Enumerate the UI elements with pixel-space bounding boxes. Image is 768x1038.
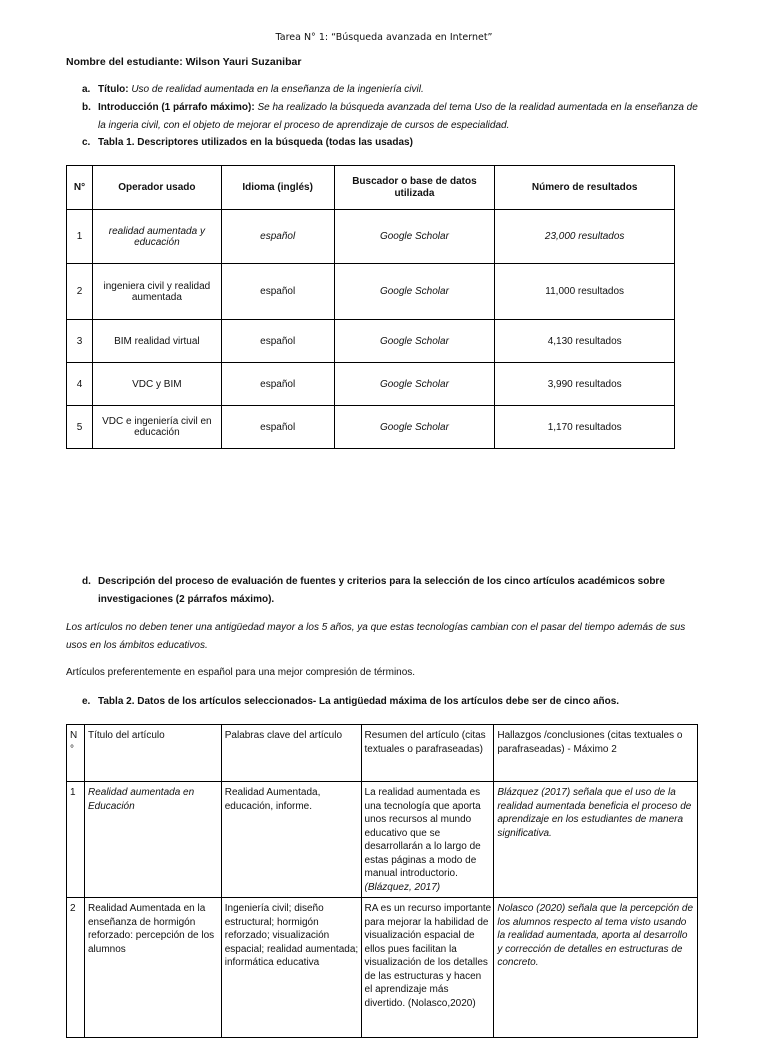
table-row (67, 898, 698, 1038)
table1-header-row (67, 166, 675, 210)
table1-header: Idioma (inglés) (221, 166, 334, 210)
table2-cell: Blázquez (2017) señala que el uso de la realidad aumentada beneficia el proceso de aprendizaje en los estudiantes de manera significativa. (494, 782, 698, 898)
table2-cell: 1 (67, 782, 85, 898)
table2-header: Resumen del artículo (citas textuales o parafraseadas) (361, 725, 494, 782)
table1-header: Buscador o base de datos utilizada (334, 166, 495, 210)
table2-cell: Ingeniería civil; diseño estructural; hormigón reforzado; visualización espacial; realidad aumentada; informática educativa (221, 898, 361, 1038)
item-d-heading-2: investigaciones (2 párrafos máximo). (98, 594, 275, 605)
table1-cell: BIM realidad virtual (92, 320, 221, 363)
table2-cell: Realidad Aumentada en la enseñanza de hormigón reforzado: percepción de los alumnos (84, 898, 221, 1038)
table1-cell: VDC e ingeniería civil en educación (92, 406, 221, 449)
item-a-title (82, 81, 704, 98)
item-a-text: Uso de realidad aumentada en la enseñanza de la ingeniería civil. (131, 84, 424, 95)
table2-cell: Realidad Aumentada, educación, informe. (221, 782, 361, 898)
table2-cell: 2 (67, 898, 85, 1038)
item-c-heading: Tabla 1. Descriptores utilizados en la búsqueda (todas las usadas) (98, 137, 413, 148)
item-e-table2-caption (82, 693, 704, 710)
paragraph-1-line2: usos en los ámbitos educativos. (66, 640, 208, 651)
table1-cell: 23,000 resultados (495, 210, 675, 264)
table1-header: Número de resultados (495, 166, 675, 210)
table2-cell: Realidad aumentada en Educación (84, 782, 221, 898)
table1-cell: 4,130 resultados (495, 320, 675, 363)
table1-cell: 4 (67, 363, 93, 406)
table-row (67, 782, 698, 898)
table2-cell-text: RA es un recurso importante para mejorar la habilidad de visualización espacial de ellos pues facilitan la visualización de los detalles de las estructuras y hacen el aprendizaje más divertido. (Nolasco,2020) (364, 903, 492, 1009)
item-e-heading: Tabla 2. Datos de los artículos seleccionados- La antigüedad máxima de los artículos debe ser de cinco años. (98, 696, 620, 707)
student-name: Nombre del estudiante: Wilson Yauri Suzanibar (66, 56, 302, 68)
table-row (67, 363, 675, 406)
table2-header: N ° (67, 725, 85, 782)
item-e-label: e. (82, 696, 91, 707)
document-title: Tarea N° 1: “Búsqueda avanzada en Internet” (275, 32, 493, 43)
item-a-label: a. (82, 84, 91, 95)
table2-header-row (67, 725, 698, 782)
table1-cell: 3 (67, 320, 93, 363)
item-b-text-2: la ingeria civil, con el objeto de mejorar el proceso de aprendizaje de cursos de especialidad. (98, 120, 510, 131)
item-b-introduction (82, 99, 704, 116)
item-a-heading: Título: (98, 84, 129, 95)
table2-cell (361, 898, 494, 1038)
table2-cell-citation: (Blázquez, 2017) (364, 881, 441, 893)
table-row (67, 210, 675, 264)
table-row (67, 320, 675, 363)
table1-cell: Google Scholar (334, 363, 495, 406)
paragraph-2: Artículos preferentemente en español para una mejor compresión de términos. (66, 667, 416, 678)
table1-cell: 2 (67, 264, 93, 320)
table1-cell: español (221, 363, 334, 406)
table1-cell: Google Scholar (334, 210, 495, 264)
table1-cell: 5 (67, 406, 93, 449)
item-d-heading-line2 (82, 591, 720, 608)
item-c-table1-caption (82, 134, 704, 151)
item-b-continuation (82, 117, 720, 134)
item-d-heading: Descripción del proceso de evaluación de fuentes y criterios para la selección de los cinco artículos académicos sobre (98, 576, 665, 587)
item-b-label: b. (82, 102, 91, 113)
table1-cell: Google Scholar (334, 320, 495, 363)
paragraph-1-line1: Los artículos no deben tener una antigüedad mayor a los 5 años, ya que estas tecnologías cambian con el pasar del tiempo además de sus (66, 622, 686, 633)
table1-cell: 3,990 resultados (495, 363, 675, 406)
table1-cell: español (221, 210, 334, 264)
table-selected-articles (66, 724, 698, 1038)
table1-cell: VDC y BIM (92, 363, 221, 406)
item-b-text-1: Se ha realizado la búsqueda avanzada del tema Uso de la realidad aumentada en la enseñanza de (257, 102, 698, 113)
table1-cell: español (221, 406, 334, 449)
table1-header: Operador usado (92, 166, 221, 210)
table2-header: Hallazgos /conclusiones (citas textuales o parafraseadas) - Máximo 2 (494, 725, 698, 782)
table2-header: Palabras clave del artículo (221, 725, 361, 782)
table2-cell (361, 782, 494, 898)
item-d-heading-line1 (82, 573, 702, 590)
table1-cell: 11,000 resultados (495, 264, 675, 320)
table1-cell: español (221, 264, 334, 320)
table-row (67, 264, 675, 320)
table1-cell: ingeniera civil y realidad aumentada (92, 264, 221, 320)
item-c-label: c. (82, 137, 91, 148)
table1-cell: Google Scholar (334, 264, 495, 320)
table1-cell: realidad aumentada y educación (92, 210, 221, 264)
table1-cell: español (221, 320, 334, 363)
item-b-heading: Introducción (1 párrafo máximo): (98, 102, 255, 113)
table2-cell-text: La realidad aumentada es una tecnología que aporta unos recursos al mundo educativo que se desarrollarán a lo largo de estas páginas a modo de manual introductorio. (364, 787, 481, 879)
table-descriptors (66, 165, 675, 449)
item-d-label: d. (82, 576, 91, 587)
table1-header: N° (67, 166, 93, 210)
table1-cell: 1 (67, 210, 93, 264)
table-row (67, 406, 675, 449)
table2-cell: Nolasco (2020) señala que la percepción de los alumnos respecto al tema visto usando la realidad aumentada, aporta al desarrollo y corrección de detalles en estructuras de concreto. (494, 898, 698, 1038)
table1-cell: Google Scholar (334, 406, 495, 449)
table1-cell: 1,170 resultados (495, 406, 675, 449)
table2-header: Título del artículo (84, 725, 221, 782)
